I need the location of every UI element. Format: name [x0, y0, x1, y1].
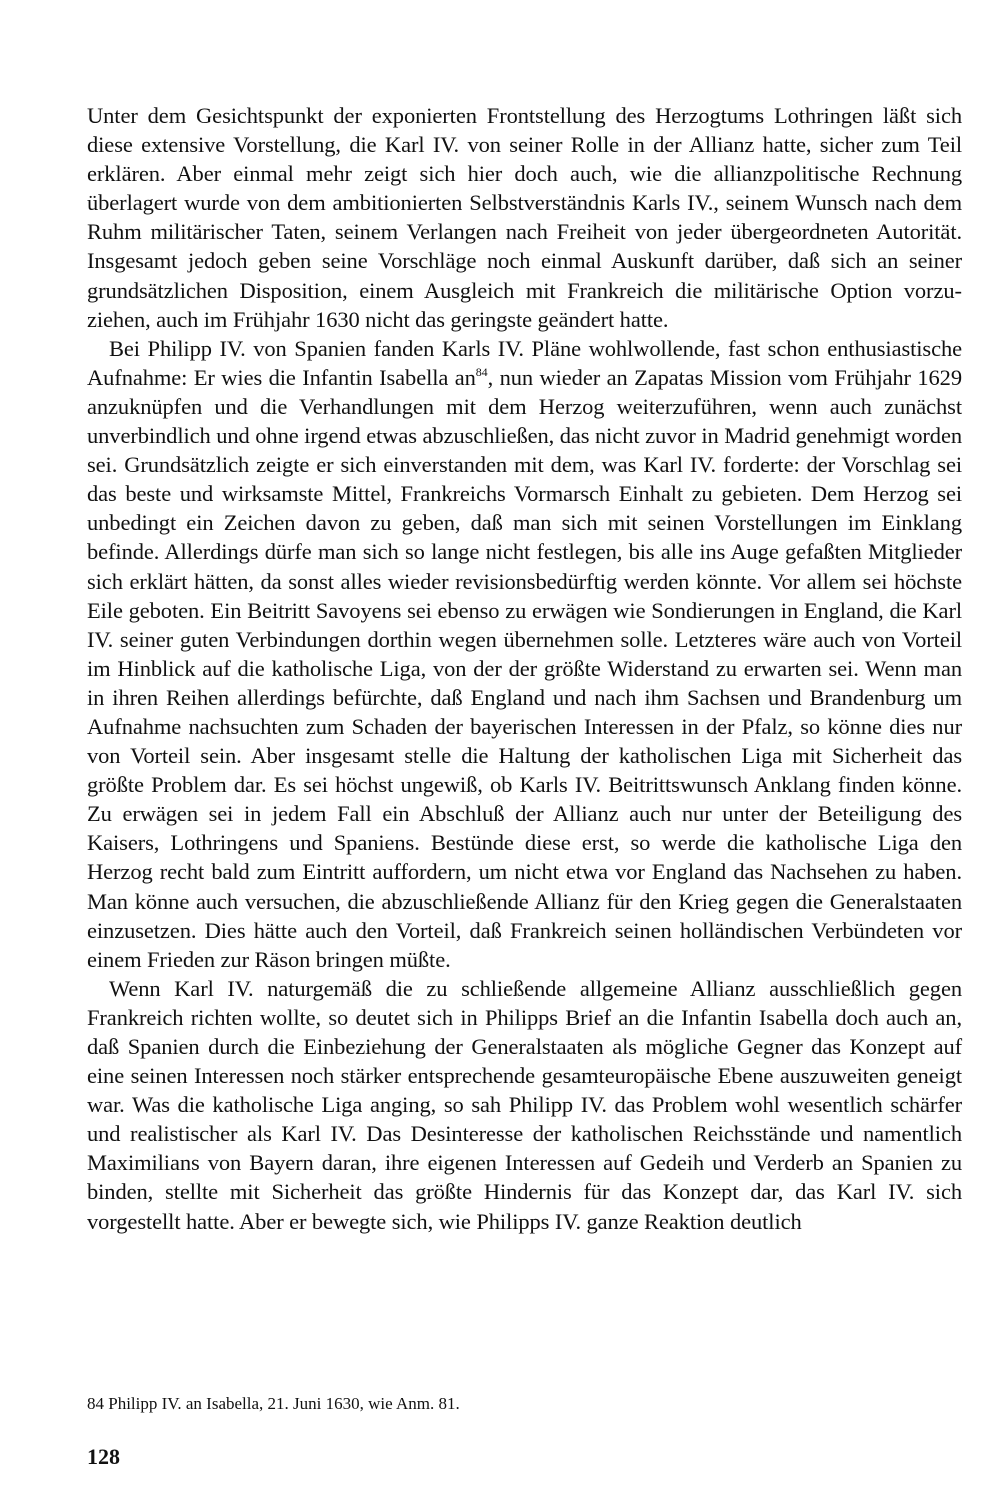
main-text [87, 101, 962, 1236]
footnote [87, 1393, 962, 1415]
page-number: 128 [87, 1444, 120, 1469]
paragraph-1: Unter dem Gesichtspunkt der exponierten Frontstellung des Herzogtums Lothringen läßt sich diese extensive Vorstellung, die Karl IV. von seiner Rolle in der Allianz hatte, sicher zum Teil erklären. Aber einmal mehr zeigt sich hier doch auch, wie die allianzpolitische Rechnung überlagert wurde von dem ambitionierten Selbstverständnis Karls IV., seinem Wunsch nach dem Ruhm militärischer Taten, seinem Verlangen nach Freiheit von jeder übergeordneten Autorität. Insgesamt jedoch geben seine Vorschläge noch einmal Auskunft darüber, daß sich an seiner grundsätzlichen Disposition, einem Ausgleich mit Frankreich die militärische Option vorzuziehen, auch im Frühjahr 1630 nicht das geringste geändert hatte. [87, 103, 962, 332]
paragraph-2 [87, 334, 962, 974]
footnote-number: 84 [87, 1394, 104, 1413]
footnote-reference[interactable]: 84 [475, 364, 488, 379]
paragraph-3: Wenn Karl IV. naturgemäß die zu schließende allgemeine Allianz ausschließlich gegen Frankreich richten wollte, so deutet sich in Philipps Brief an die Infantin Isabella doch auch an, daß Spanien durch die Einbeziehung der Generalstaaten als mögliche Gegner das Konzept auf eine seinen Interessen noch stärker entsprechende gesamteuropäische Ebene auszuweiten geneigt war. Was die katholische Liga anging, so sah Philipp IV. das Problem wohl wesentlich schärfer und realistischer als Karl IV. Das Desinteresse der katholischen Reichsstände und namentlich Maximilians von Bayern daran, ihre eigenen Interessen auf Gedeih und Verderb an Spanien zu binden, stellte mit Sicherheit das größte Hindernis für das Konzept dar, das Karl IV. sich vorgestellt hatte. Aber er bewegte sich, wie Philipps IV. ganze Reaktion deutlich [87, 975, 962, 1234]
footnote-text: Philipp IV. an Isabella, 21. Juni 1630, wie Anm. 81. [108, 1394, 460, 1413]
paragraph-2-text-end: , nun wieder an Zapatas Mission vom Frühjahr 1629 anzuknüpfen und die Verhandlungen mit dem Herzog weiterzuführen, wenn auch zunächst unverbindlich und ohne irgend etwas abzuschließen, das nicht zuvor in Madrid genehmigt worden sei. Grundsätzlich zeigte er sich einverstanden mit dem, was Karl IV. forderte: der Vorschlag sei das beste und wirksamste Mittel, Frankreichs Vormarsch Einhalt zu gebieten. Dem Herzog sei unbedingt ein Zeichen davon zu geben, daß man sich mit seinen Vorstellungen im Einklang befinde. Allerdings dürfe man sich so lange nicht festlegen, bis alle ins Auge gefaßten Mitglieder sich erklärt hätten, da sonst alles wieder revisionsbedürftig werden könnte. Vor allem sei höchste Eile geboten. Ein Beitritt Savoyens sei ebenso zu erwägen wie Sondierungen in England, die Karl IV. seiner guten Verbindungen dorthin wegen übernehmen solle. Letzteres wäre auch von Vorteil im Hinblick auf die katholische Liga, von der der größte Widerstand zu erwarten sei. Wenn man in ihren Reihen allerdings befürchte, daß England und nach ihm Sachsen und Brandenburg um Aufnahme nachsuchten zum Schaden der bayerischen Interessen in der Pfalz, so könne dies nur von Vorteil sein. Aber insgesamt stelle die Haltung der katholischen Liga mit Sicherheit das größte Problem dar. Es sei höchst ungewiß, ob Karls IV. Beitrittswunsch Anklang finden könne. Zu erwägen sei in jedem Fall ein Abschluß der Allianz auch nur unter der Beteiligung des Kaisers, Lothringens und Spaniens. Bestünde diese erst, so werde die katholische Liga den Herzog recht bald zum Eintritt auffordern, um nicht etwa vor England das Nachsehen zu haben. Man könne auch versuchen, die abzuschließende Allianz für den Krieg gegen die Generalstaaten einzusetzen. Dies hätte auch den Vorteil, daß Frankreich seinen holländischen Verbündeten vor einem Frieden zur Räson bringen müßte. [87, 364, 962, 972]
paragraph-2-text-start: Bei Philipp IV. von Spanien fanden Karls IV. Pläne wohlwollende, fast schon enthusiastische Aufnahme: Er wies die Infantin Isabella an [87, 335, 962, 390]
